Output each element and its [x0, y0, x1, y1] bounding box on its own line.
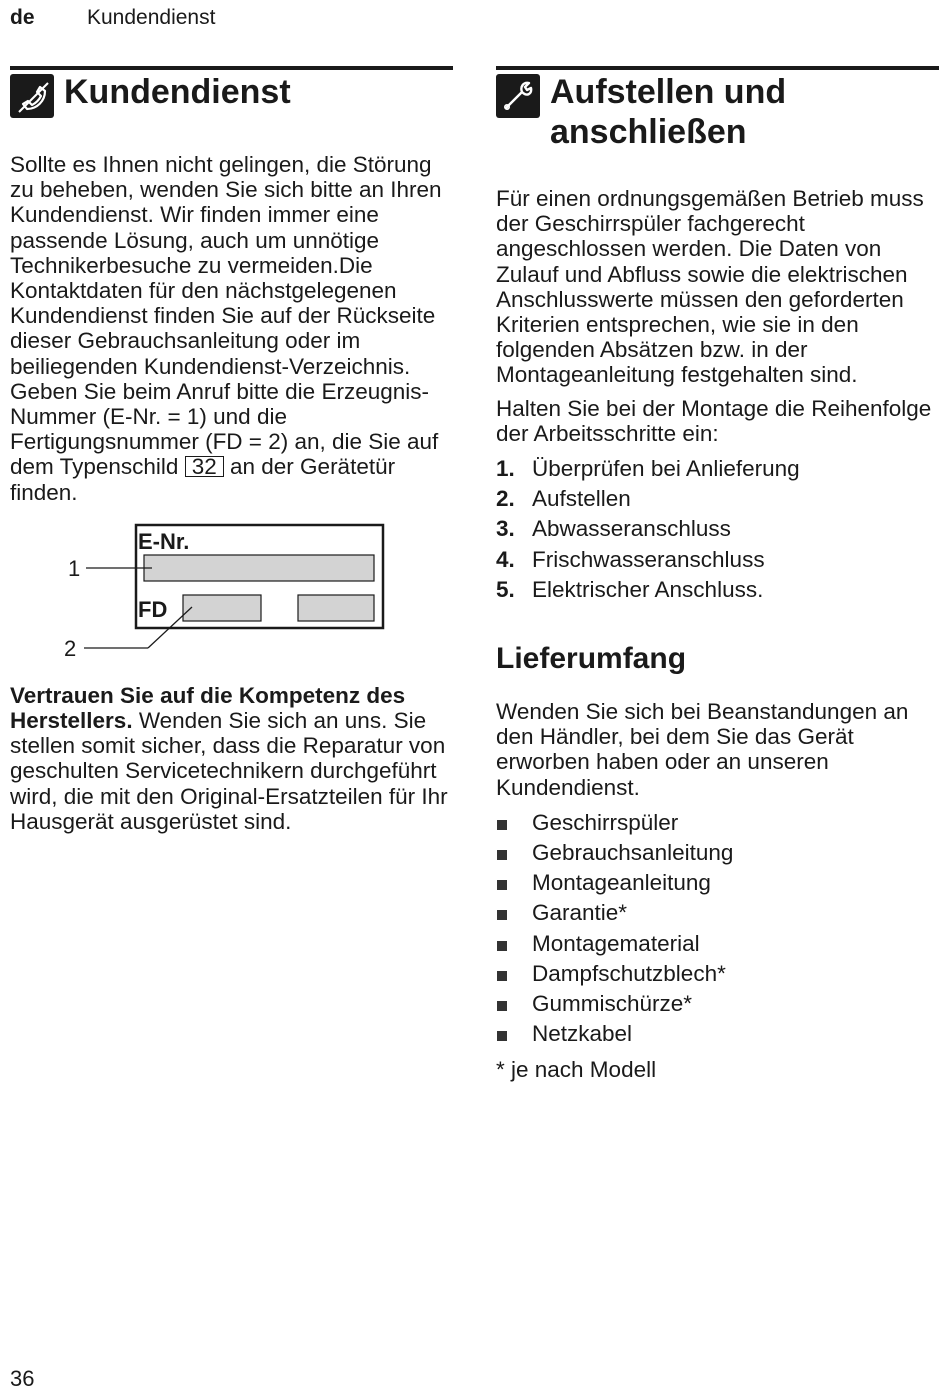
bullet-square-icon [497, 820, 507, 830]
order-paragraph: Halten Sie bei der Montage die Reihenfolge der Arbeitsschritte ein: [496, 395, 932, 446]
step-item: 5. Elektrischer Anschluss. [496, 576, 764, 602]
step-item: 4. Frischwasseranschluss [496, 546, 765, 572]
list-item: Montagematerial [496, 929, 939, 959]
delivery-paragraph: Wenden Sie sich bei Beanstandungen an den Händler, bei dem Sie das Gerät erworben haben oder an unseren Kundendienst. [496, 699, 909, 800]
list-item: Netzkabel [496, 1019, 939, 1049]
phone-icon [10, 74, 54, 118]
callout-label-2: 2 [64, 635, 77, 661]
section-title: Kundendienst [64, 73, 291, 111]
rating-plate-figure [10, 513, 453, 675]
intro-paragraph: Sollte es Ihnen nicht gelingen, die Störung zu beheben, wenden Sie sich bitte an Ihren Kundendienst. Wir finden immer eine passende Lösung, auch um unnötige Technikerbesuche zu vermeiden.Die Kontaktdaten für den nächstgelegenen Kundendienst finden Sie auf der Rückseite dieser Gebrauchsanleitung oder im beiliegenden Kundendienst-Verzeichnis. Geben Sie beim Anruf bitte die Erzeugnis-Nummer (E-Nr. = 1) und die Fertigungsnummer (FD = 2) an, die Sie auf dem Typenschild 32 an der Gerätetür finden. [10, 152, 442, 505]
install-paragraph: Für einen ordnungsgemäßen Betrieb muss der Geschirrspüler fachgerecht angeschlossen werden. Die Daten von Zulauf und Abfluss sowie die elektrischen Anschlusswerte müssen den geforderten Kriterien entsprechen, wie sie in den folgenden Absätzen bzw. in der Montageanleitung festgehalten sind. [496, 186, 924, 388]
footnote: * je nach Modell [496, 1057, 657, 1083]
step-item: 1. Überprüfen bei Anlieferung [496, 456, 800, 482]
bullet-square-icon [497, 1001, 507, 1011]
bullet-square-icon [497, 1031, 507, 1041]
callout-label-1: 1 [68, 555, 81, 581]
list-item: Garantie* [496, 898, 939, 928]
section-heading-aufstellen [496, 66, 939, 192]
figure-reference-box: 32 [185, 456, 224, 477]
list-item: Dampfschutzblech* [496, 959, 939, 989]
bullet-square-icon [497, 910, 507, 920]
running-header-title: Kundendienst [87, 6, 216, 29]
bullet-square-icon [497, 941, 507, 951]
step-item: 3. Abwasseranschluss [496, 516, 731, 542]
list-item: Montageanleitung [496, 868, 939, 898]
section-heading-kundendienst [10, 66, 453, 152]
delivery-items-list [496, 808, 939, 1050]
left-column [10, 66, 453, 842]
step-item: 2. Aufstellen [496, 486, 631, 512]
plate-label-fd: FD [138, 596, 168, 622]
right-column [496, 66, 939, 1091]
section-title: Aufstellen und anschließen [550, 73, 787, 151]
bullet-square-icon [497, 971, 507, 981]
bullet-square-icon [497, 850, 507, 860]
list-item: Gummischürze* [496, 989, 939, 1019]
wrench-icon [496, 74, 540, 118]
plate-label-enr: E-Nr. [138, 528, 190, 554]
steps-list [496, 454, 939, 605]
language-code: de [10, 6, 35, 29]
list-item: Gebrauchsanleitung [496, 838, 939, 868]
list-item: Geschirrspüler [496, 808, 939, 838]
page-number: 36 [10, 1366, 35, 1391]
subsection-title: Lieferumfang [496, 642, 687, 676]
trust-paragraph: Vertrauen Sie auf die Kompetenz des Herstellers. Wenden Sie sich an uns. Sie stellen somit sicher, dass die Reparatur von geschulten Servicetechnikern durchgeführt wird, die mit den Original-Ersatzteilen für Ihr Hausgerät ausgerüstet sind. [10, 682, 448, 834]
bullet-square-icon [497, 880, 507, 890]
